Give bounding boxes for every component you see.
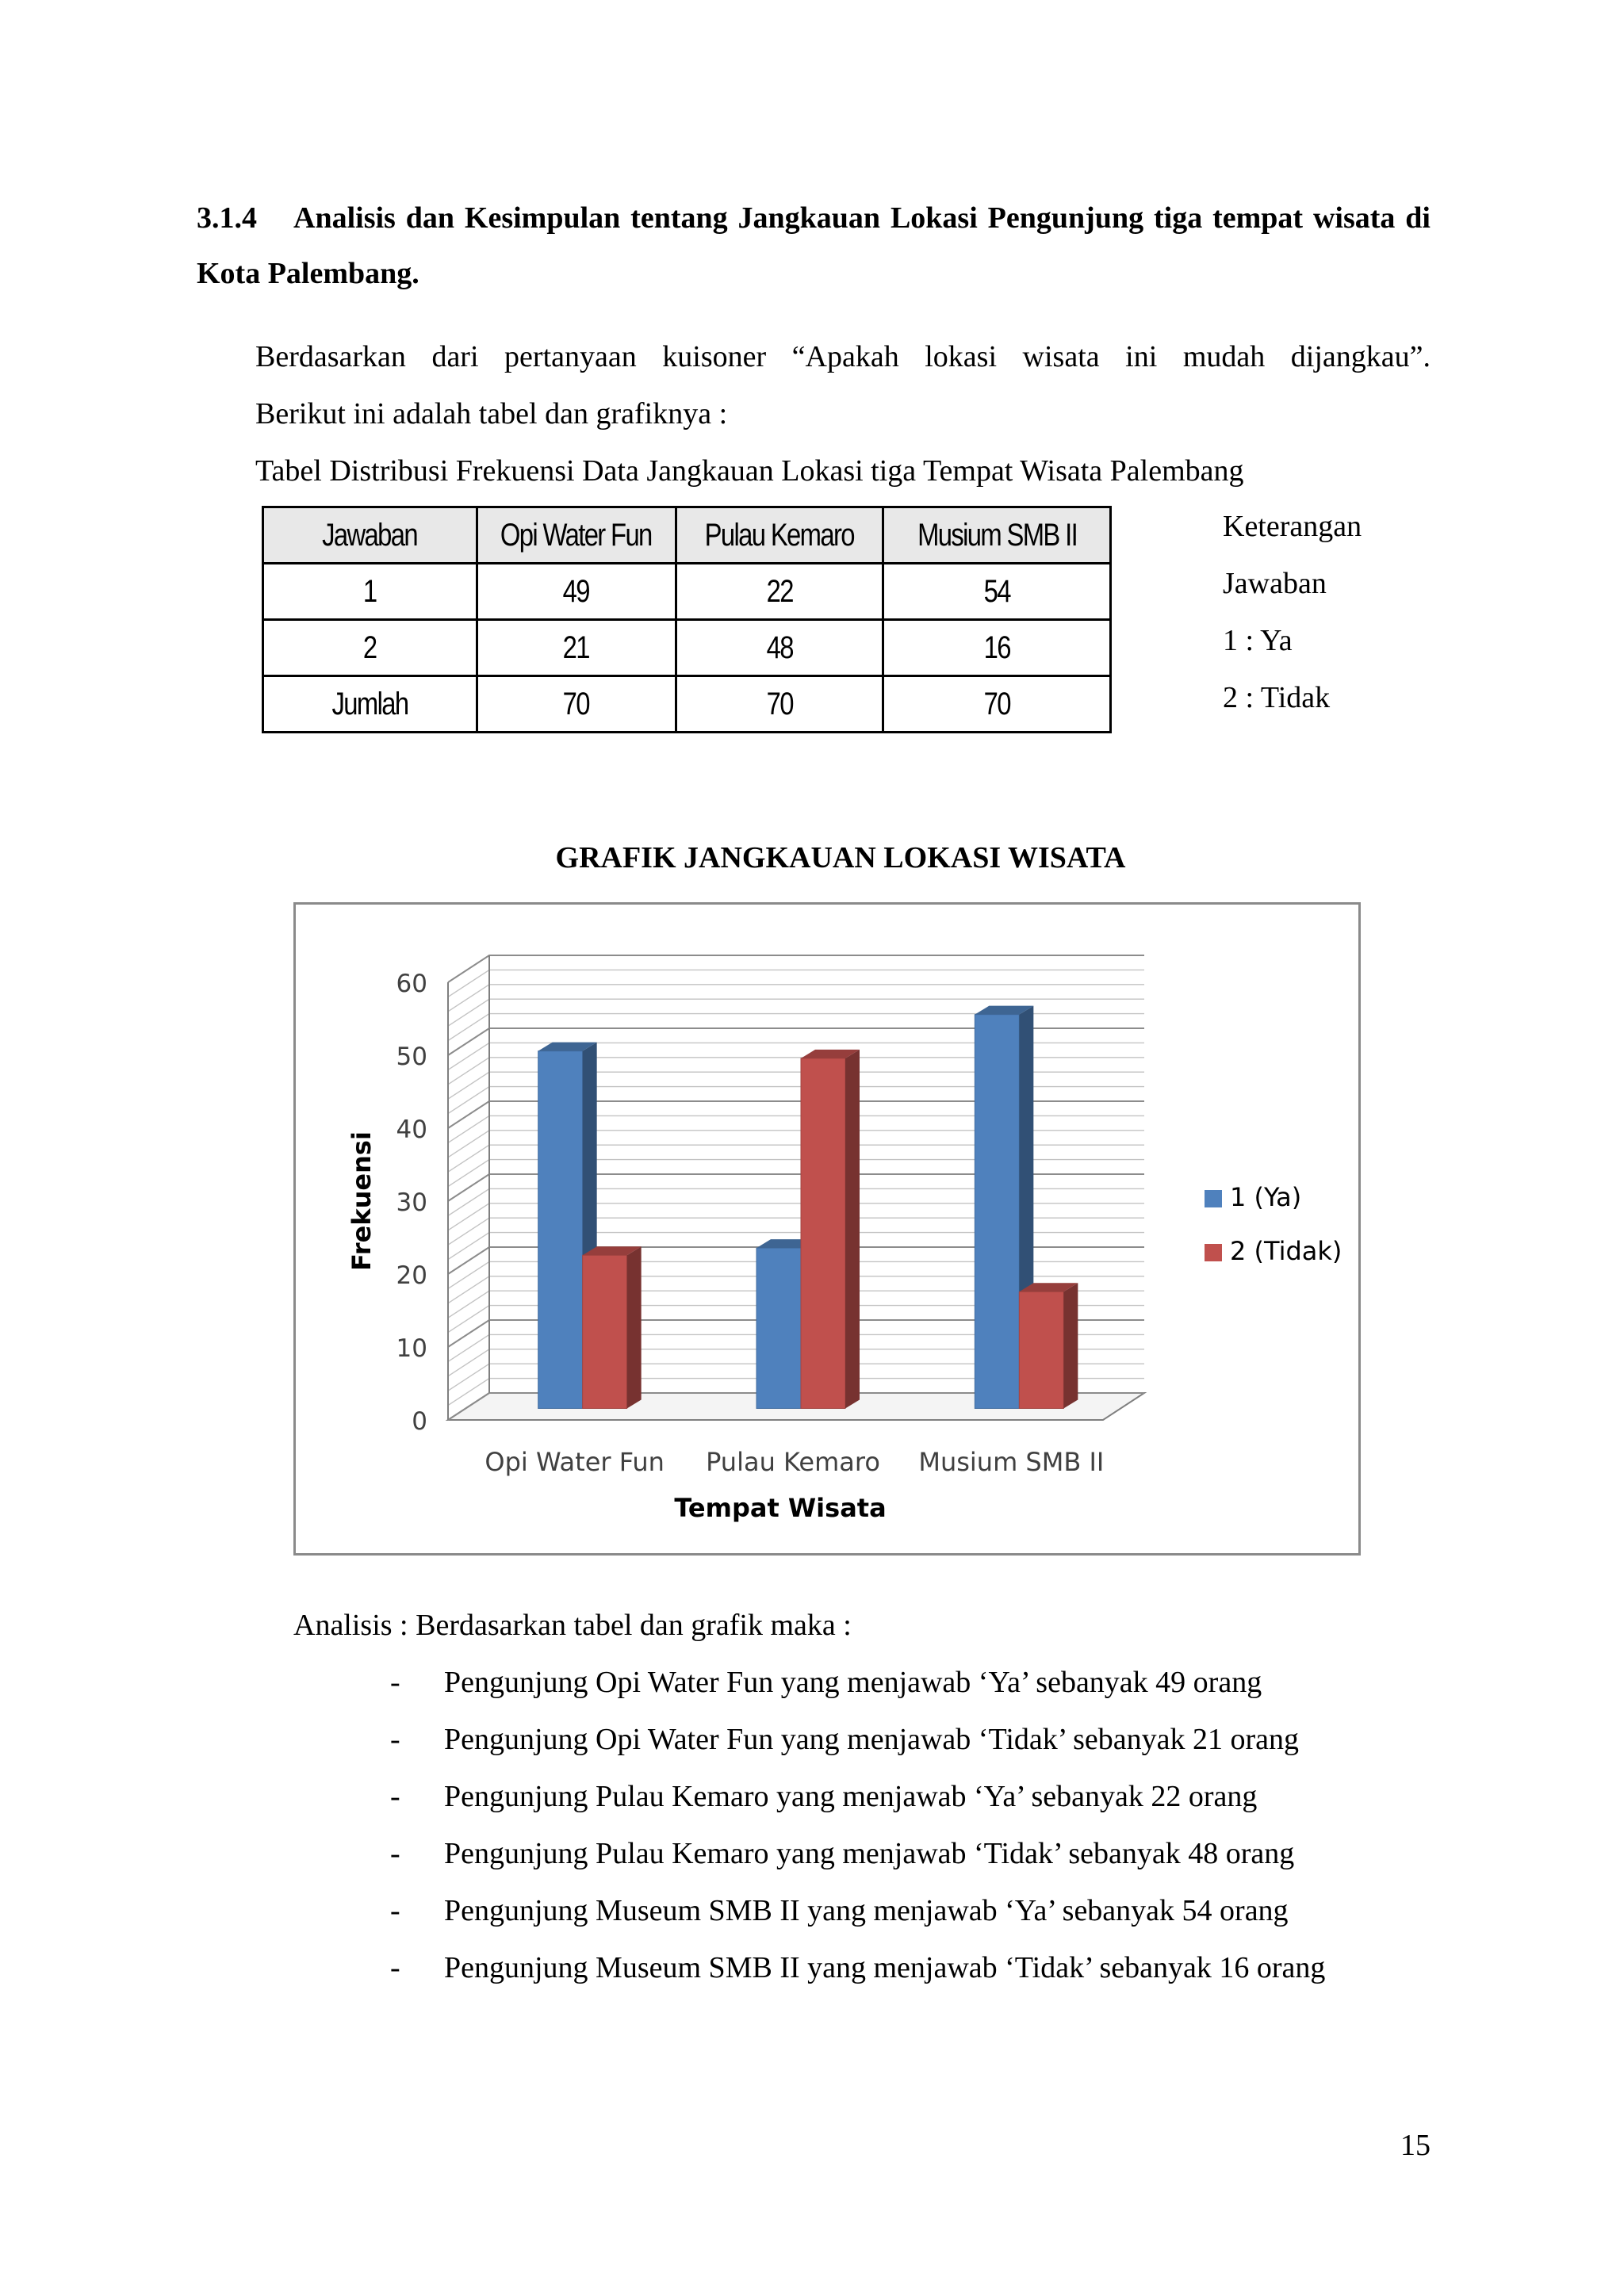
bar-front [756,1248,801,1408]
x-tick-label: Musium SMB II [918,1447,1105,1477]
table-row [263,620,1111,676]
keterangan-line: 2 : Tidak [1223,681,1331,714]
legend-label: 2 (Tidak) [1230,1236,1342,1266]
table-header-cell: Opi Water Fun [477,507,676,564]
bar-front [538,1051,583,1409]
bar-front [975,1015,1019,1409]
legend-swatch [1205,1244,1222,1261]
analysis-list [390,1654,1437,1996]
table-caption: Tabel Distribusi Frekuensi Data Jangkauan Lokasi tiga Tempat Wisata Palembang [255,454,1244,488]
list-dash: - [390,1894,400,1927]
table-cell: 54 [883,564,1111,620]
intro-paragraph-line2: Berikut ini adalah tabel dan grafiknya : [255,397,728,430]
chart-frame [293,902,1361,1556]
bar-front [1019,1292,1063,1408]
y-tick-label: 20 [396,1261,427,1290]
table-header-cell: Pulau Kemaro [676,507,883,564]
table-cell: 70 [477,676,676,733]
y-tick-label: 10 [396,1334,427,1363]
y-tick-label: 30 [396,1188,427,1217]
table-cell: 70 [676,676,883,733]
bar-side [1063,1283,1078,1408]
chart-heading: GRAFIK JANGKAUAN LOKASI WISATA [555,841,1126,874]
intro-paragraph-line1: Berdasarkan dari pertanyaan kuisoner “Apakah lokasi wisata ini mudah dijangkau”. [255,340,1431,373]
table-cell: 16 [883,620,1111,676]
frequency-table [262,506,1112,733]
table-cell: 1 [263,564,477,620]
table-header-cell: Jawaban [263,507,477,564]
table-row [263,564,1111,620]
table-cell: 49 [477,564,676,620]
list-item [390,1711,1437,1768]
list-item [390,1939,1437,1996]
list-item-text: Pengunjung Pulau Kemaro yang menjawab ‘Ya’ sebanyak 22 orang [444,1780,1258,1813]
x-tick-label: Opi Water Fun [485,1447,665,1477]
y-tick-label: 0 [412,1407,427,1436]
keterangan-line: 1 : Ya [1223,624,1293,657]
table-cell: 70 [883,676,1111,733]
y-axis-title: Frekuensi [347,1131,377,1271]
y-tick-label: 50 [396,1043,427,1071]
x-axis-title: Tempat Wisata [674,1493,887,1523]
table-cell: 48 [676,620,883,676]
table-cell: 21 [477,620,676,676]
keterangan-line: Keterangan [1223,510,1362,543]
table-cell: Jumlah [263,676,477,733]
x-tick-label: Pulau Kemaro [706,1447,880,1477]
legend-swatch [1205,1190,1222,1207]
section-heading [197,190,1431,301]
bar-side [845,1050,860,1409]
list-item [390,1825,1437,1882]
list-item-text: Pengunjung Museum SMB II yang menjawab ‘Tidak’ sebanyak 16 orang [444,1951,1326,1984]
bar-front [801,1058,845,1409]
list-dash: - [390,1666,400,1699]
table-cell: 22 [676,564,883,620]
list-item-text: Pengunjung Pulau Kemaro yang menjawab ‘Tidak’ sebanyak 48 orang [444,1837,1295,1870]
list-dash: - [390,1780,400,1813]
table-header-row [263,507,1111,564]
y-tick-label: 60 [396,970,427,998]
legend-label: 1 (Ya) [1230,1182,1302,1212]
bar-front [583,1255,627,1408]
page-number: 15 [1400,2129,1431,2162]
list-dash: - [390,1951,400,1984]
keterangan-line: Jawaban [1223,567,1327,600]
table-header-cell: Musium SMB II [883,507,1111,564]
analysis-intro: Analisis : Berdasarkan tabel dan grafik maka : [293,1609,852,1642]
list-item-text: Pengunjung Opi Water Fun yang menjawab ‘Tidak’ sebanyak 21 orang [444,1723,1299,1756]
table-row [263,676,1111,733]
section-title: Analisis dan Kesimpulan tentang Jangkauan Lokasi Pengunjung tiga tempat wisata di Kota Palembang. [197,201,1431,290]
list-item [390,1768,1437,1825]
list-item-text: Pengunjung Museum SMB II yang menjawab ‘Ya’ sebanyak 54 orang [444,1894,1289,1927]
bar-chart [296,905,1358,1553]
bar-side [627,1246,642,1408]
y-tick-label: 40 [396,1115,427,1144]
list-dash: - [390,1723,400,1756]
table-cell: 2 [263,620,477,676]
keterangan-note [1223,498,1362,726]
list-item [390,1654,1437,1711]
section-number: 3.1.4 [197,201,257,235]
list-item [390,1882,1437,1939]
list-dash: - [390,1837,400,1870]
list-item-text: Pengunjung Opi Water Fun yang menjawab ‘Ya’ sebanyak 49 orang [444,1666,1262,1699]
